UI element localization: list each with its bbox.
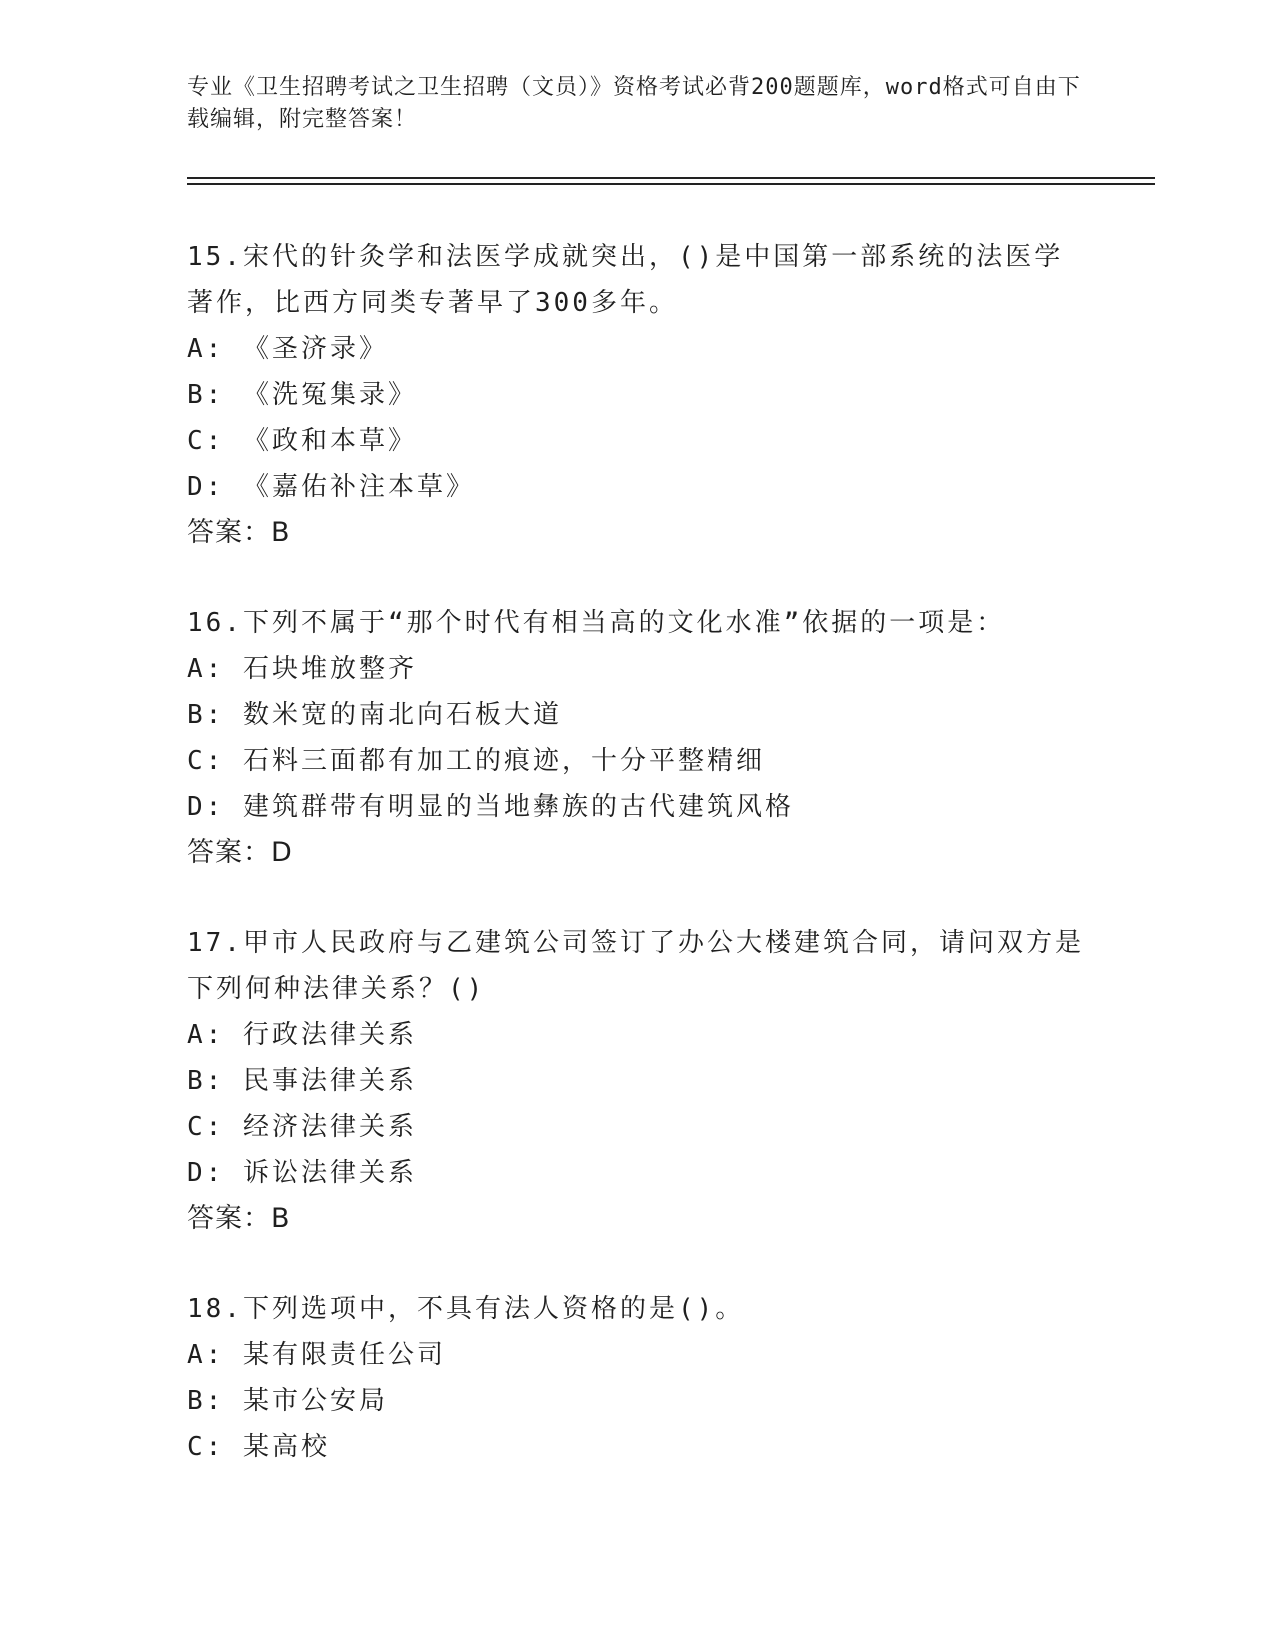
option-d: D: 《嘉佑补注本草》 bbox=[187, 472, 475, 502]
question-text: 17.甲市人民政府与乙建筑公司签订了办公大楼建筑合同，请问双方是下列何种法律关系？() bbox=[187, 928, 1084, 1004]
question-17 bbox=[187, 920, 1087, 1242]
option-b: B: 某市公安局 bbox=[187, 1386, 388, 1416]
option-b: B: 数米宽的南北向石板大道 bbox=[187, 700, 562, 730]
option-b: B: 民事法律关系 bbox=[187, 1066, 417, 1096]
answer-label: 答案：B bbox=[187, 1203, 291, 1234]
option-a: A: 行政法律关系 bbox=[187, 1020, 417, 1050]
option-d: D: 诉讼法律关系 bbox=[187, 1158, 417, 1188]
question-text: 18.下列选项中，不具有法人资格的是()。 bbox=[187, 1294, 745, 1324]
option-a: A: 石块堆放整齐 bbox=[187, 654, 417, 684]
answer-label: 答案：B bbox=[187, 517, 291, 548]
question-18 bbox=[187, 1286, 1087, 1470]
option-b: B: 《洗冤集录》 bbox=[187, 380, 417, 410]
option-c: C: 经济法律关系 bbox=[187, 1112, 417, 1142]
option-a: A: 某有限责任公司 bbox=[187, 1340, 446, 1370]
header-divider-top bbox=[187, 177, 1155, 179]
option-a: A: 《圣济录》 bbox=[187, 334, 388, 364]
question-15 bbox=[187, 234, 1087, 556]
question-text: 16.下列不属于“那个时代有相当高的文化水准”依据的一项是： bbox=[187, 608, 1006, 638]
document-intro: 专业《卫生招聘考试之卫生招聘（文员）》资格考试必背200题题库，word格式可自由下载编辑，附完整答案！ bbox=[187, 75, 1081, 132]
header-divider-bottom bbox=[187, 183, 1155, 185]
option-d: D: 建筑群带有明显的当地彝族的古代建筑风格 bbox=[187, 792, 794, 822]
option-c: C: 石料三面都有加工的痕迹，十分平整精细 bbox=[187, 746, 765, 776]
option-c: C: 某高校 bbox=[187, 1432, 330, 1462]
answer-label: 答案：D bbox=[187, 837, 293, 868]
question-list bbox=[187, 234, 1087, 1470]
question-16 bbox=[187, 600, 1087, 876]
question-text: 15.宋代的针灸学和法医学成就突出，()是中国第一部系统的法医学著作，比西方同类专著早了300多年。 bbox=[187, 242, 1064, 318]
option-c: C: 《政和本草》 bbox=[187, 426, 417, 456]
